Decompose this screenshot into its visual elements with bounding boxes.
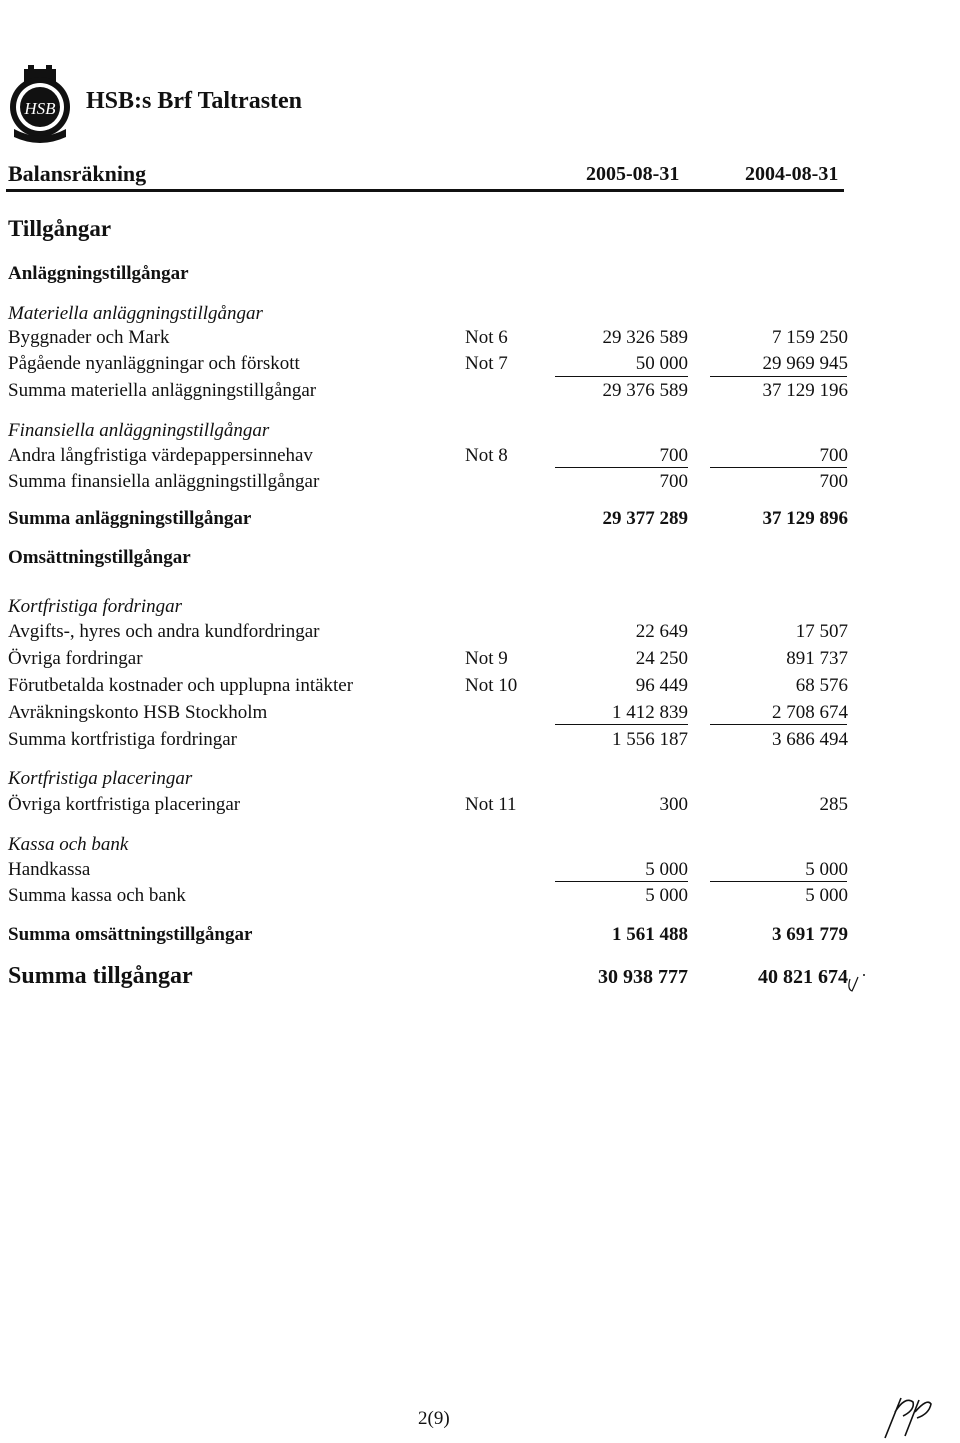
anlaggning-heading: Anläggningstillgångar — [8, 263, 189, 284]
sum-underline — [555, 724, 688, 725]
row-value-2004: 700 — [819, 471, 848, 492]
row-value-2005: 29 376 589 — [602, 380, 688, 401]
placeringar-heading: Kortfristiga placeringar — [8, 768, 193, 789]
table-row — [0, 621, 960, 647]
table-row — [0, 327, 960, 353]
sum-underline — [555, 467, 688, 468]
row-value-2004: 3 686 494 — [772, 729, 848, 750]
row-value-2004: 5 000 — [805, 859, 848, 880]
sum-underline — [555, 881, 688, 882]
table-row — [0, 648, 960, 674]
row-value-2005: 96 449 — [635, 675, 688, 696]
row-note: Not 10 — [465, 675, 518, 696]
row-value-2004: 285 — [819, 794, 848, 815]
row-value-2004: 17 507 — [795, 621, 848, 642]
row-label: Avräkningskonto HSB Stockholm — [8, 702, 268, 723]
row-value-2005: 29 377 289 — [602, 508, 688, 529]
finansiella-heading: Finansiella anläggningstillgångar — [8, 420, 270, 441]
row-value-2005: 30 938 777 — [598, 966, 688, 988]
subtotal-row — [0, 885, 960, 911]
row-value-2004: 68 576 — [795, 675, 848, 696]
row-value-2004: 7 159 250 — [772, 327, 848, 348]
row-value-2005: 1 412 839 — [612, 702, 688, 723]
section-heading: Tillgångar — [8, 216, 112, 241]
row-value-2005: 5 000 — [645, 885, 688, 906]
table-row — [0, 675, 960, 701]
total-row — [0, 508, 960, 534]
row-label: Handkassa — [8, 859, 91, 880]
signature-initials — [875, 1392, 935, 1440]
row-value-2005: 300 — [659, 794, 688, 815]
row-value-2004: 40 821 674 — [758, 966, 848, 988]
svg-text:HSB: HSB — [24, 99, 56, 118]
sum-underline — [710, 376, 847, 377]
row-value-2004: 29 969 945 — [762, 353, 848, 374]
row-value-2004: 5 000 — [805, 885, 848, 906]
sum-underline — [555, 376, 688, 377]
header-rule — [6, 189, 844, 192]
row-value-2004: 37 129 896 — [762, 508, 848, 529]
row-label: Summa omsättningstillgångar — [8, 924, 253, 945]
row-note: Not 6 — [465, 327, 508, 348]
column-header-2004: 2004-08-31 — [745, 163, 839, 185]
subtotal-row — [0, 380, 960, 406]
row-value-2004: 700 — [819, 445, 848, 466]
row-label: Förutbetalda kostnader och upplupna intäkter — [8, 675, 354, 696]
row-value-2004: 891 737 — [786, 648, 848, 669]
column-header-2005: 2005-08-31 — [586, 163, 680, 185]
materiella-heading: Materiella anläggningstillgångar — [8, 303, 263, 324]
row-label: Byggnader och Mark — [8, 327, 170, 348]
table-row — [0, 794, 960, 820]
row-value-2005: 5 000 — [645, 859, 688, 880]
row-label: Avgifts-, hyres och andra kundfordringar — [8, 621, 320, 642]
row-label: Summa finansiella anläggningstillgångar — [8, 471, 320, 492]
row-label: Övriga fordringar — [8, 648, 143, 669]
row-value-2005: 1 561 488 — [612, 924, 688, 945]
row-value-2004: 3 691 779 — [772, 924, 848, 945]
row-value-2005: 50 000 — [635, 353, 688, 374]
subtotal-row — [0, 471, 960, 497]
row-label: Andra långfristiga värdepappersinnehav — [8, 445, 313, 466]
sum-underline — [710, 881, 847, 882]
row-value-2005: 700 — [659, 445, 688, 466]
row-value-2004: 37 129 196 — [762, 380, 848, 401]
row-note: Not 7 — [465, 353, 508, 374]
sum-underline — [710, 724, 847, 725]
row-value-2005: 22 649 — [635, 621, 688, 642]
row-label: Summa materiella anläggningstillgångar — [8, 380, 317, 401]
row-value-2005: 29 326 589 — [602, 327, 688, 348]
fordringar-heading: Kortfristiga fordringar — [8, 596, 183, 617]
row-value-2005: 1 556 187 — [612, 729, 688, 750]
check-mark-icon — [842, 969, 868, 993]
page-number: 2(9) — [418, 1408, 450, 1429]
row-value-2004: 2 708 674 — [772, 702, 848, 723]
grand-total-row — [0, 963, 960, 995]
kassa-heading: Kassa och bank — [8, 834, 129, 855]
subtotal-row — [0, 729, 960, 755]
org-name: HSB:s Brf Taltrasten — [86, 88, 303, 114]
row-label: Summa kortfristiga fordringar — [8, 729, 238, 750]
sum-underline — [710, 467, 847, 468]
omsattning-heading: Omsättningstillgångar — [8, 547, 191, 568]
row-note: Not 8 — [465, 445, 508, 466]
report-title: Balansräkning — [8, 161, 147, 186]
total-row — [0, 924, 960, 950]
row-label: Pågående nyanläggningar och förskott — [8, 353, 300, 374]
row-label: Övriga kortfristiga placeringar — [8, 794, 241, 815]
hsb-logo — [0, 63, 80, 143]
row-label: Summa kassa och bank — [8, 885, 186, 906]
row-label: Summa anläggningstillgångar — [8, 508, 252, 529]
row-note: Not 9 — [465, 648, 508, 669]
row-value-2005: 24 250 — [635, 648, 688, 669]
row-value-2005: 700 — [659, 471, 688, 492]
row-note: Not 11 — [465, 794, 517, 815]
row-label: Summa tillgångar — [8, 963, 193, 989]
